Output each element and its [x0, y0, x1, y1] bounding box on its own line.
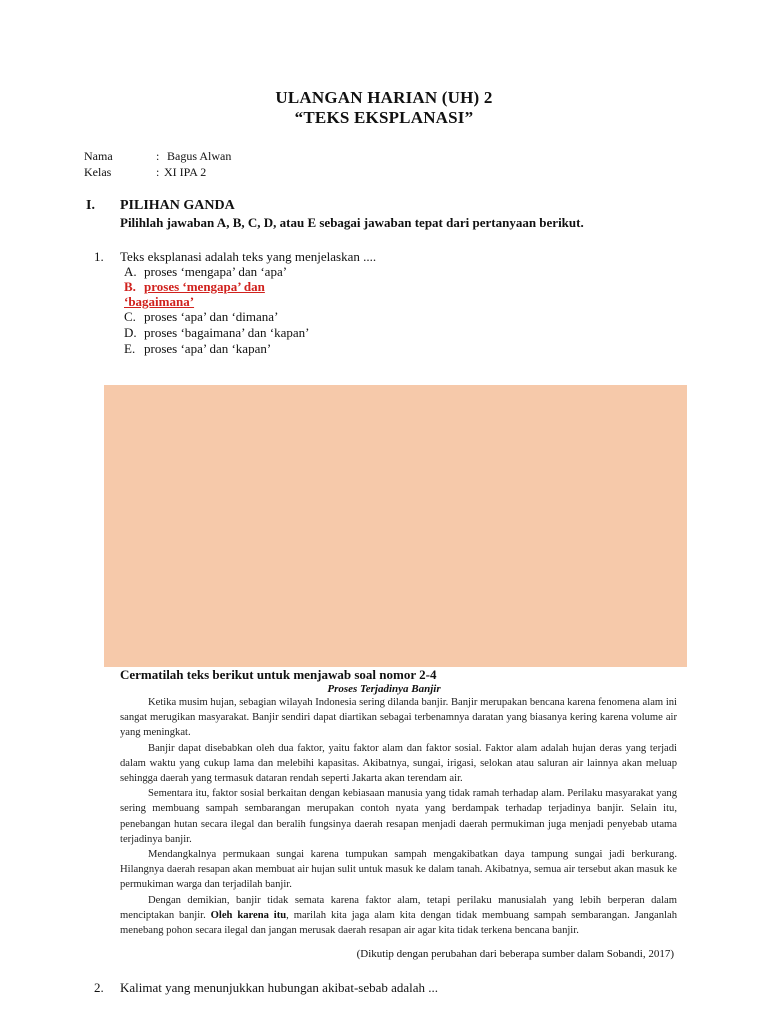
- class-value: XI IPA 2: [164, 165, 207, 179]
- paragraph-5-part-b: , marilah kita jaga alam kita dengan tidak membuang sampah sembarangan. Janganlah menebang pohon secara ilegal dan jangan merusak daerah resapan air agar kita tidak terkena bencana banjir.: [120, 909, 677, 937]
- name-value: Bagus Alwan: [167, 149, 232, 163]
- option-d-text: proses ‘bagaimana’ dan ‘kapan’: [144, 325, 310, 340]
- student-name-row: [84, 149, 231, 164]
- section-instruction: Pilihlah jawaban A, B, C, D, atau E sebagai jawaban tepat dari pertanyaan berikut.: [120, 215, 584, 230]
- option-c-text: proses ‘apa’ dan ‘dimana’: [144, 309, 279, 324]
- question-1-number: 1.: [94, 249, 104, 264]
- question-2: [94, 980, 438, 996]
- paragraph-5-bold: Oleh karena itu: [210, 909, 287, 921]
- question-1-text: Teks eksplanasi adalah teks yang menjelaskan ....: [120, 249, 377, 264]
- passage-source: (Dikutip dengan perubahan dari beberapa sumber dalam Sobandi, 2017): [356, 948, 674, 960]
- option-c: [124, 309, 278, 325]
- passage-paragraph-5: [120, 893, 677, 939]
- option-d: [124, 325, 309, 341]
- option-b-continuation: ‘bagaimana’: [124, 294, 195, 309]
- reading-heading: Cermatilah teks berikut untuk menjawab soal nomor 2-4: [120, 667, 437, 682]
- option-a: [124, 264, 287, 280]
- name-separator: :: [156, 149, 160, 163]
- name-label: Nama: [84, 149, 113, 163]
- option-d-letter: D.: [124, 325, 137, 340]
- reading-title: Proses Terjadinya Banjir: [327, 683, 441, 695]
- passage-paragraph-1: Ketika musim hujan, sebagian wilayah Indonesia sering dilanda banjir. Banjir merupakan bencana karena fenomena alam ini sangat merugikan masyarakat. Banjir sendiri dapat diartikan sebagai terbenamnya daratan yang biasanya kering karena volume air yang meningkat.: [120, 697, 677, 739]
- option-e: [124, 341, 271, 357]
- section-heading: [86, 198, 235, 214]
- exam-title: ULANGAN HARIAN (UH) 2: [275, 88, 493, 107]
- class-separator: :: [156, 165, 160, 179]
- question-2-number: 2.: [94, 980, 104, 995]
- exam-subtitle: “TEKS EKSPLANASI”: [294, 108, 474, 127]
- passage-paragraph-3: Sementara itu, faktor sosial berkaitan dengan kebiasaan manusia yang tidak ramah terhadap alam. Perilaku masyarakat yang sering membuang sampah sembarangan merupakan contoh nyata yang berdampak terhadap terjadinya banjir. Selain itu, penebangan hutan secara ilegal dan beralih fungsinya daerah resapan menjadi daerah permukiman juga menjadi penyebab utama terjadinya banjir.: [120, 788, 677, 845]
- passage-paragraph-4: Mendangkalnya permukaan sungai karena tumpukan sampah mengakibatkan daya tampung sungai jadi berkurang. Hilangnya daerah resapan akan membuat air hujan sulit untuk masuk ke dalam tanah. Akibatnya, semua air tersebut akan masuk ke permukiman warga dan terjadilah banjir.: [120, 849, 677, 891]
- option-b-text: proses ‘mengapa’ dan: [144, 279, 265, 294]
- option-a-text: proses ‘mengapa’ dan ‘apa’: [144, 264, 288, 279]
- passage-paragraph-2: Banjir dapat disebabkan oleh dua faktor, yaitu faktor alam dan faktor sosial. Faktor alam adalah hujan deras yang terjadi dalam waktu yang cukup lama dan melebihi kapasitas. Akibatnya, sungai, irigasi, selokan atau saluran air lainnya akan meluap sehingga daerah yang termasuk dataran rendah seperti Jakarta akan terendam air.: [120, 742, 677, 785]
- section-number: I.: [86, 198, 95, 213]
- question-2-text: Kalimat yang menunjukkan hubungan akibat-sebab adalah ...: [120, 980, 439, 995]
- student-class-row: [84, 165, 206, 180]
- option-a-letter: A.: [124, 264, 137, 279]
- paragraph-5-part-a: Dengan demikian, banjir tidak semata karena faktor alam, tetapi perilaku manusialah yang lebih berperan dalam menciptakan banjir.: [120, 894, 677, 921]
- option-e-text: proses ‘apa’ dan ‘kapan’: [144, 341, 272, 356]
- image-placeholder: [104, 385, 687, 667]
- option-c-letter: C.: [124, 309, 136, 324]
- reading-passage: [120, 695, 677, 938]
- class-label: Kelas: [84, 165, 112, 179]
- option-b-answer: [124, 279, 265, 295]
- section-title: PILIHAN GANDA: [120, 198, 235, 213]
- question-1: [94, 249, 376, 265]
- option-b-letter: B.: [124, 279, 136, 294]
- option-e-letter: E.: [124, 341, 136, 356]
